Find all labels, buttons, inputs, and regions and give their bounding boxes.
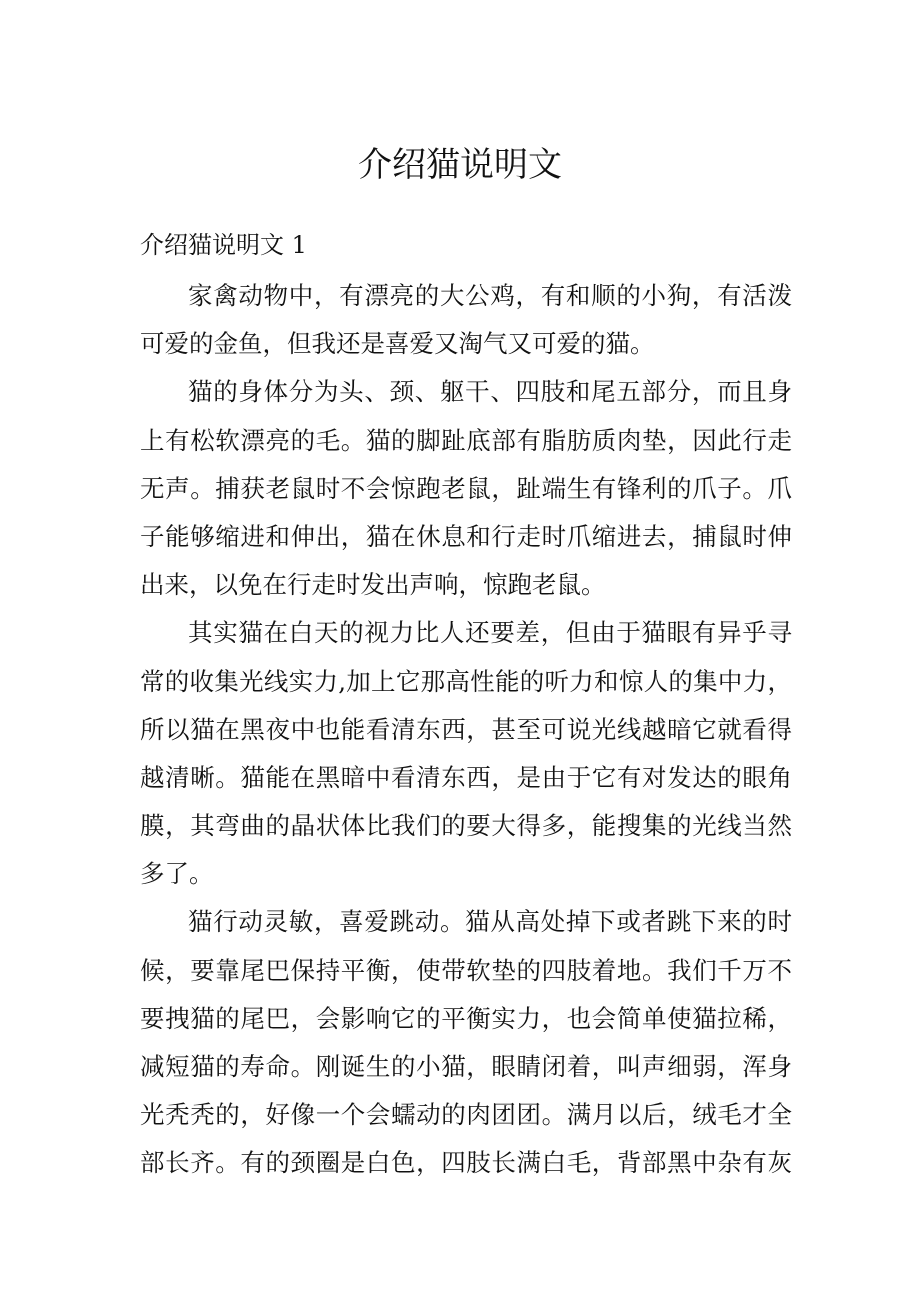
paragraph-line: 家禽动物中，有漂亮的大公鸡，有和顺的小狗，有活泼 — [188, 281, 792, 310]
paragraph-line: 候，要靠尾巴保持平衡，使带软垫的四肢着地。我们千万不 — [140, 955, 792, 985]
paragraph-line: 猫的身体分为头、颈、躯干、四肢和尾五部分，而且身 — [188, 377, 792, 407]
section-heading: 介绍猫说明文 1 — [140, 231, 307, 259]
paragraph-line: 出来，以免在行走时发出声响，惊跑老鼠。 — [140, 570, 606, 600]
paragraph-line: 常的收集光线实力,加上它那高性能的听力和惊人的集中力， — [140, 666, 792, 696]
paragraph-line: 部长齐。有的颈圈是白色，四肢长满白毛，背部黑中杂有灰 — [140, 1148, 792, 1178]
paragraph-line: 光秃秃的，好像一个会蠕动的肉团团。满月以后，绒毛才全 — [140, 1100, 792, 1130]
paragraph-line: 上有松软漂亮的毛。猫的脚趾底部有脂肪质肉垫，因此行走 — [140, 425, 792, 455]
paragraph-line: 膜，其弯曲的晶状体比我们的要大得多，能搜集的光线当然 — [140, 811, 792, 841]
paragraph-line: 多了。 — [140, 859, 214, 889]
paragraph-line: 越清晰。猫能在黑暗中看清东西，是由于它有对发达的眼角 — [140, 762, 792, 792]
paragraph-line: 可爱的金鱼，但我还是喜爱又淘气又可爱的猫。 — [140, 329, 655, 359]
paragraph — [140, 609, 792, 898]
paragraph-line: 所以猫在黑夜中也能看清东西，甚至可说光线越暗它就看得 — [140, 714, 792, 744]
paragraph-line: 减短猫的寿命。刚诞生的小猫，眼睛闭着，叫声细弱，浑身 — [140, 1052, 792, 1081]
paragraph-line: 其实猫在白天的视力比人还要差，但由于猫眼有异乎寻 — [188, 618, 792, 648]
document-body — [140, 272, 792, 1188]
paragraph-line: 子能够缩进和伸出，猫在休息和行走时爪缩进去，捕鼠时伸 — [140, 521, 792, 551]
document-title: 介绍猫说明文 — [358, 145, 562, 185]
paragraph — [140, 368, 792, 609]
paragraph-line: 猫行动灵敏，喜爱跳动。猫从高处掉下或者跳下来的时 — [188, 907, 792, 937]
paragraph — [140, 272, 792, 368]
paragraph-line: 无声。捕获老鼠时不会惊跑老鼠，趾端生有锋利的爪子。爪 — [140, 473, 792, 503]
paragraph — [140, 898, 792, 1187]
paragraph-line: 要拽猫的尾巴，会影响它的平衡实力，也会简单使猫拉稀， — [140, 1003, 792, 1033]
